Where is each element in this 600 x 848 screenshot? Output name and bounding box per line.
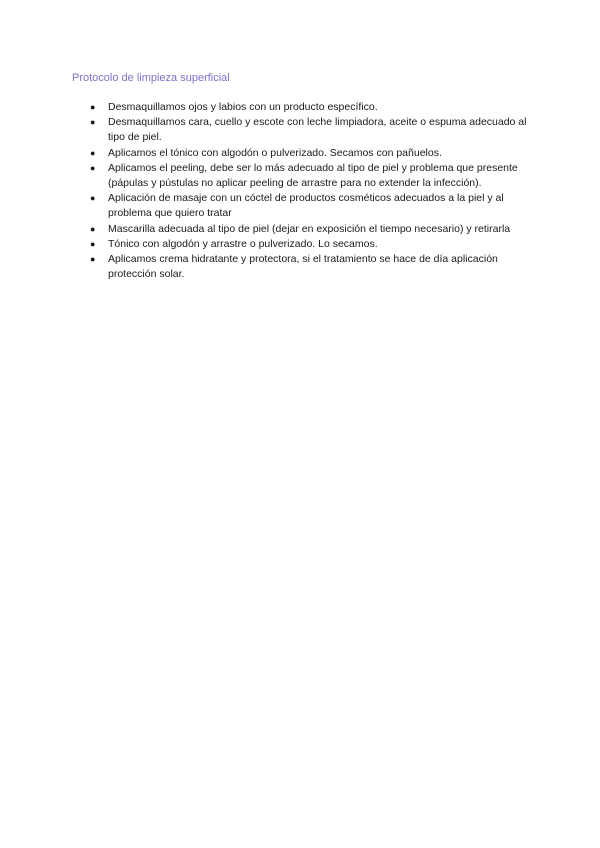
protocol-step [90, 222, 540, 237]
protocol-step [90, 237, 540, 252]
bullet-icon: ● [90, 102, 96, 112]
protocol-step-text: Desmaquillamos ojos y labios con un producto específico. [108, 101, 378, 113]
protocol-step-text: Aplicamos el tónico con algodón o pulverizado. Secamos con pañuelos. [108, 146, 442, 159]
bullet-icon: ● [90, 193, 96, 204]
protocol-step [90, 115, 540, 145]
protocol-step-text: Tónico con algodón y arrastre o pulverizado. Lo secamos. [108, 237, 378, 250]
protocol-step [90, 191, 540, 221]
protocol-step-text: Desmaquillamos cara, cuello y escote con leche limpiadora, aceite o espuma adecuado al tipo de piel. [108, 116, 527, 144]
protocol-step [90, 146, 540, 161]
protocol-step [90, 100, 540, 115]
bullet-icon: ● [90, 117, 96, 128]
bullet-icon: ● [90, 238, 96, 249]
protocol-steps-list [90, 100, 540, 282]
protocol-step [90, 252, 540, 282]
protocol-step-text: Mascarilla adecuada al tipo de piel (dejar en exposición el tiempo necesario) y retirarla [108, 222, 511, 235]
protocol-step-text: Aplicación de masaje con un cóctel de productos cosméticos adecuados a la piel y al problema que quiero tratar [108, 192, 504, 220]
protocol-step-text: Aplicamos el peeling, debe ser lo más adecuado al tipo de piel y problema que presente (pápulas y pústulas no aplicar peeling de arrastre para no extender la infección). [108, 161, 518, 190]
bullet-icon: ● [90, 223, 96, 234]
bullet-icon: ● [90, 147, 96, 158]
document-title: Protocolo de limpieza superficial [72, 72, 230, 84]
protocol-step [90, 161, 540, 191]
protocol-step-text: Aplicamos crema hidratante y protectora, si el tratamiento se hace de día aplicación protección solar. [108, 253, 498, 281]
bullet-icon: ● [90, 254, 96, 265]
bullet-icon: ● [90, 162, 96, 173]
